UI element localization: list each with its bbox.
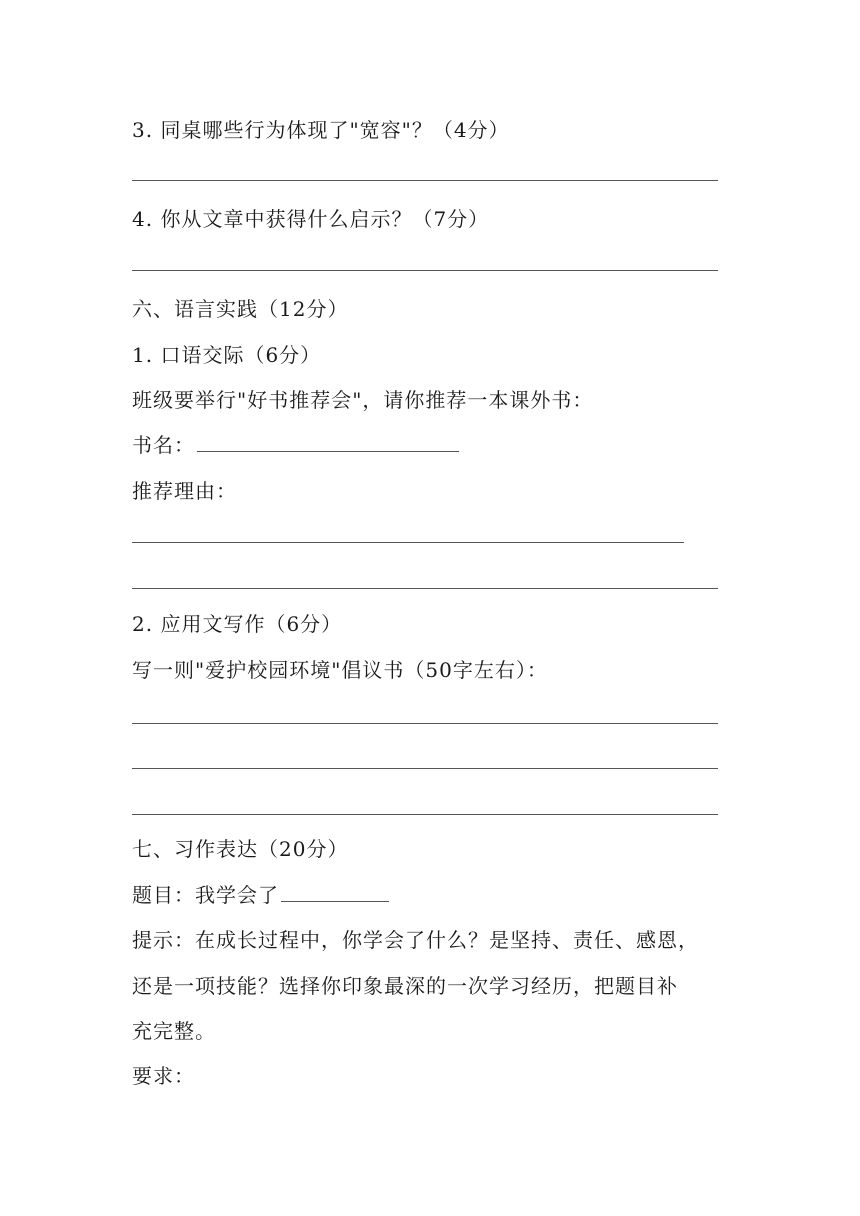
- answer-line-proposal-3: [132, 814, 718, 815]
- writing-task-prompt: 写一则"爱护校园环境"倡议书（50字左右）：: [132, 658, 548, 682]
- question-3: 3. 同桌哪些行为体现了"宽容"？（4分）: [132, 118, 510, 142]
- composition-topic: 题目：我学会了: [132, 883, 279, 907]
- book-name-label: 书名：: [132, 433, 195, 457]
- answer-line-q3: [132, 180, 718, 181]
- question-4: 4. 你从文章中获得什么启示？（7分）: [132, 207, 490, 231]
- composition-hint-line-2: 还是一项技能？选择你印象最深的一次学习经历，把题目补: [132, 974, 678, 998]
- answer-line-proposal-1: [132, 723, 718, 724]
- answer-line-reason-1: [132, 542, 684, 543]
- book-recommendation-prompt: 班级要举行"好书推荐会"，请你推荐一本课外书：: [132, 388, 594, 412]
- oral-communication-title: 1. 口语交际（6分）: [132, 343, 322, 367]
- requirements-label: 要求：: [132, 1064, 195, 1088]
- section-7-heading: 七、习作表达（20分）: [132, 837, 349, 861]
- writing-task-title: 2. 应用文写作（6分）: [132, 612, 343, 636]
- section-6-heading: 六、语言实践（12分）: [132, 297, 349, 321]
- composition-hint-line-3: 充完整。: [132, 1019, 216, 1043]
- answer-line-proposal-2: [132, 768, 718, 769]
- book-name-row: [132, 431, 459, 459]
- answer-line-q4: [132, 270, 718, 271]
- composition-topic-row: [132, 881, 389, 909]
- answer-line-reason-2: [132, 588, 718, 589]
- composition-topic-blank: [281, 883, 389, 902]
- reason-label: 推荐理由：: [132, 479, 237, 503]
- composition-hint-line-1: 提示：在成长过程中，你学会了什么？是坚持、责任、感恩，: [132, 928, 699, 952]
- book-name-blank: [197, 433, 459, 452]
